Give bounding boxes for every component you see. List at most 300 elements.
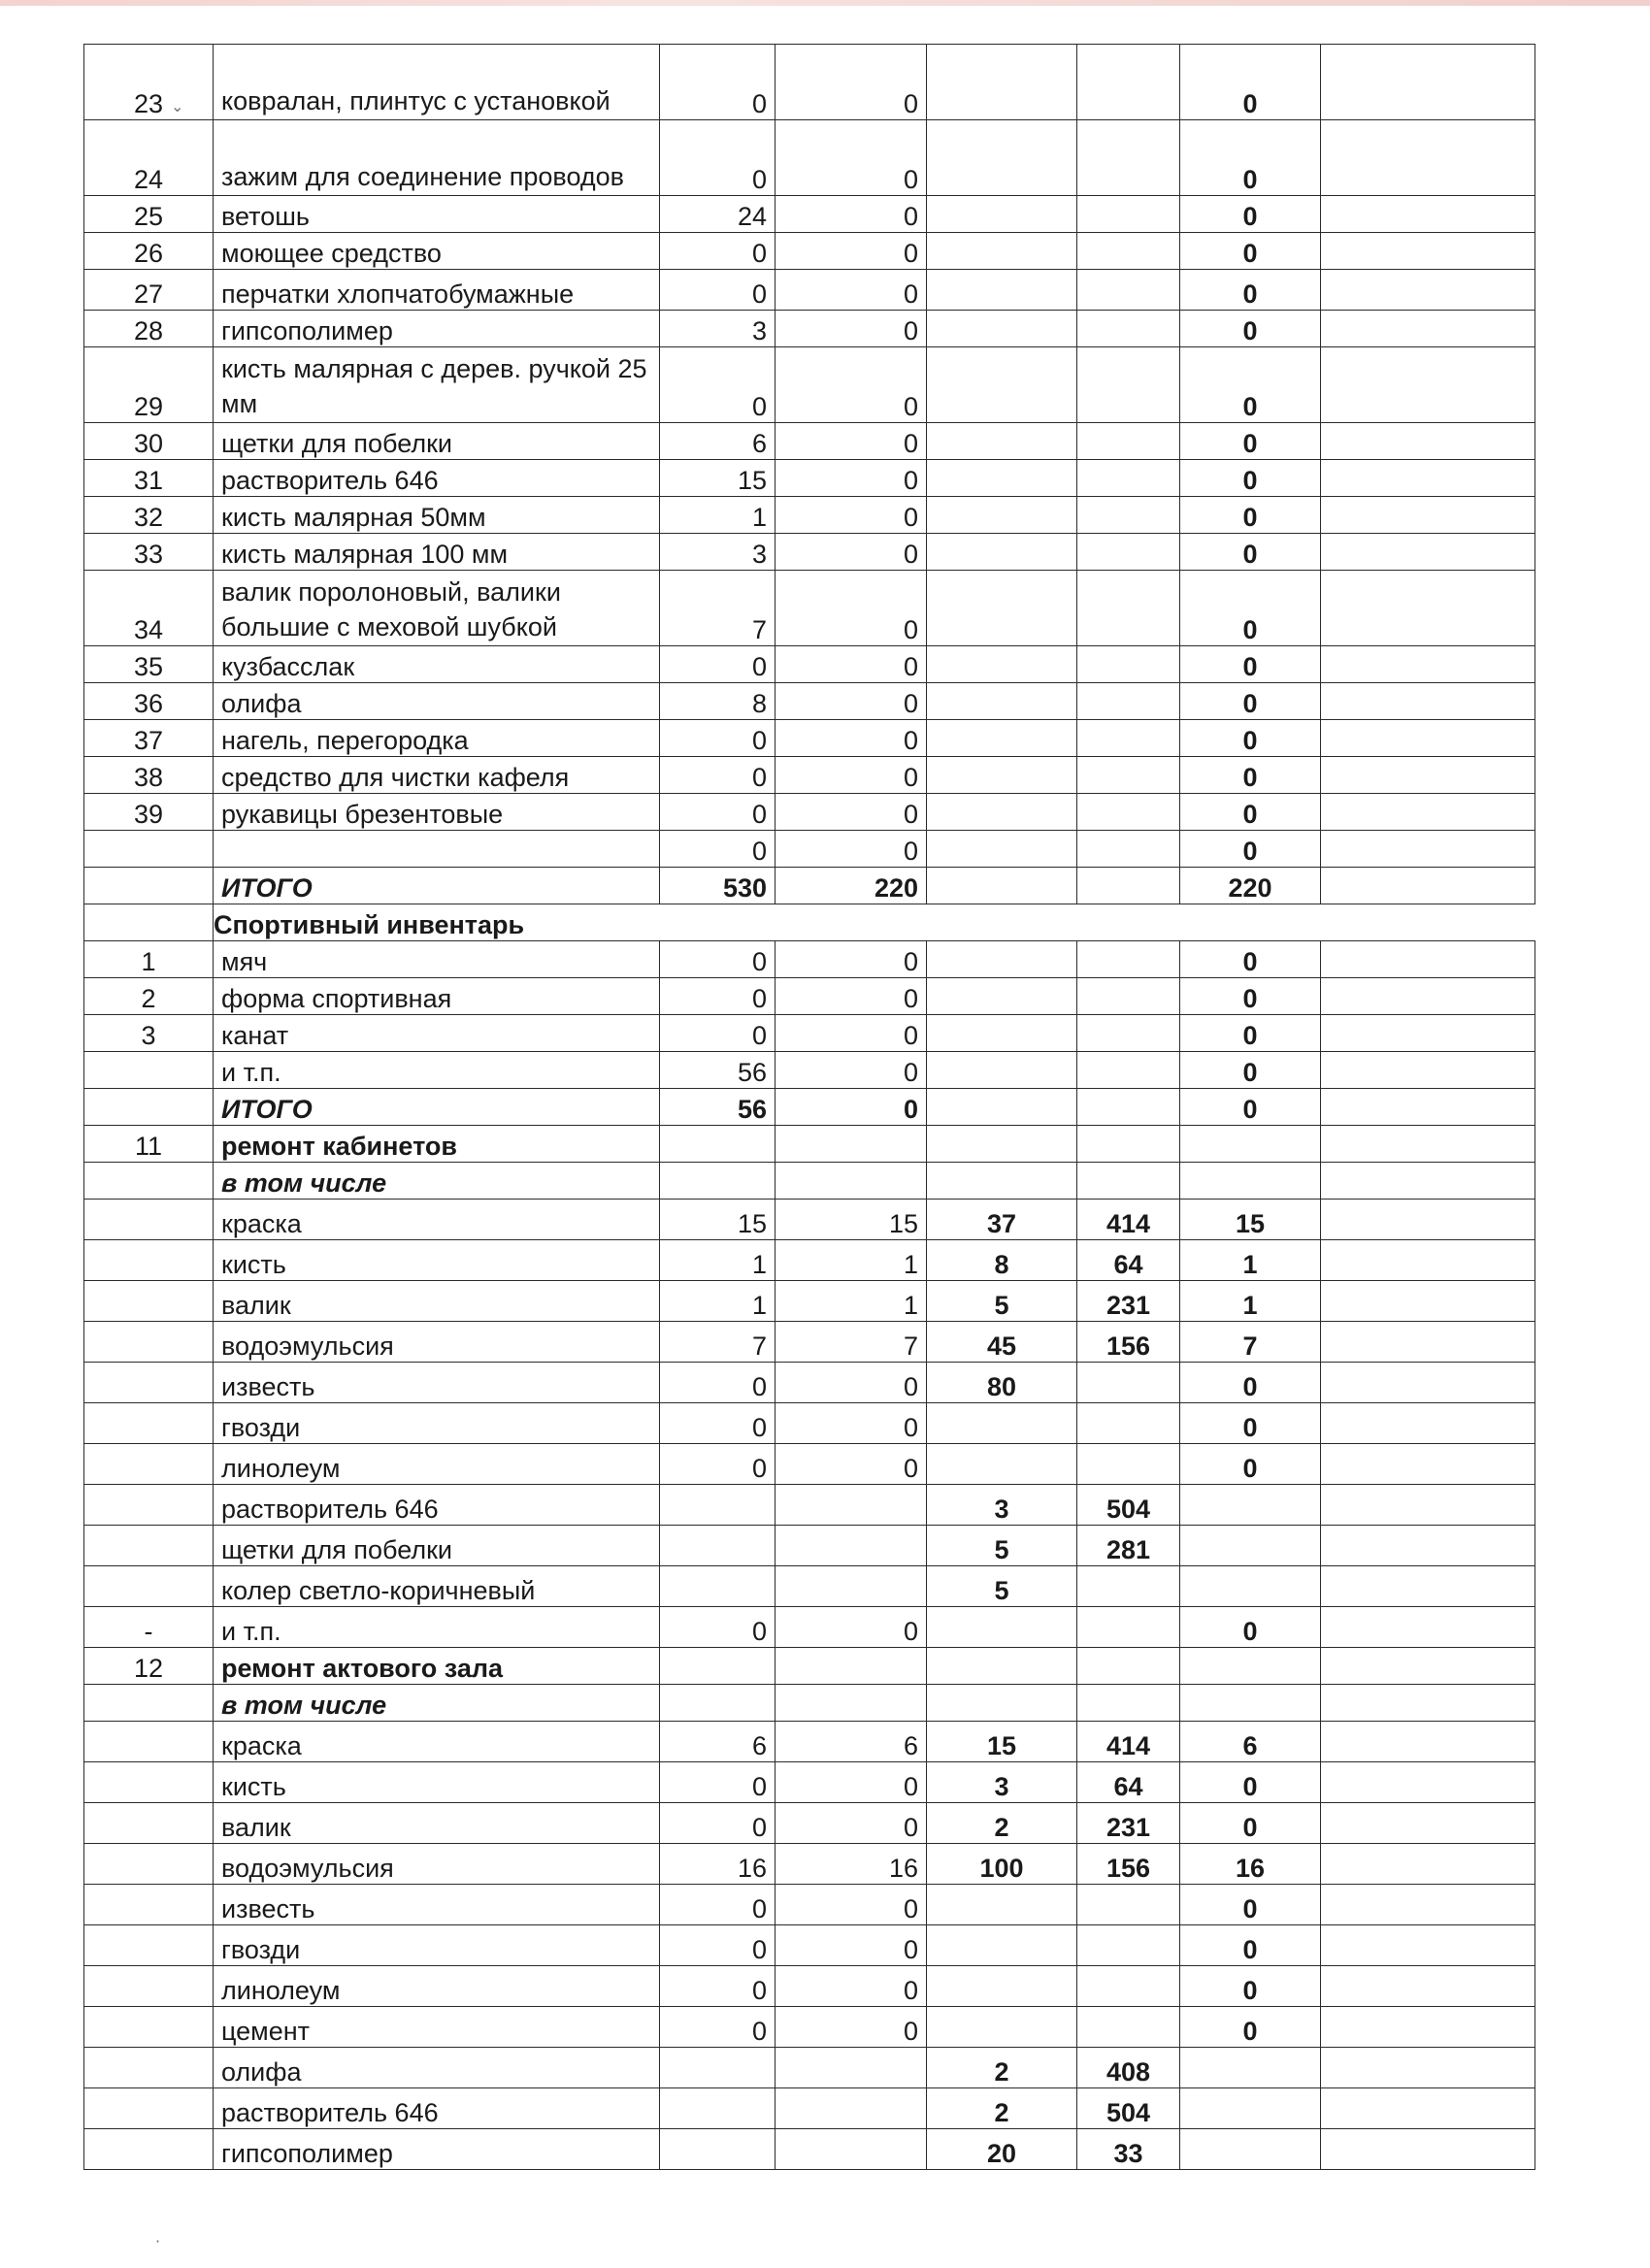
quantity-cell: 0 [776, 1363, 927, 1403]
row-number-cell: 25 [84, 196, 214, 233]
row-number-cell: - [84, 1607, 214, 1648]
row-number-cell: 34 [84, 571, 214, 646]
quantity-cell: 0 [660, 233, 776, 270]
quantity-cell: 530 [660, 868, 776, 904]
quantity-cell: 0 [1180, 1885, 1321, 1925]
table-row [84, 1925, 1535, 1966]
quantity-cell [1180, 2048, 1321, 2088]
row-number-cell [84, 1163, 214, 1200]
quantity-cell: 2 [927, 2048, 1077, 2088]
quantity-cell: 0 [660, 720, 776, 757]
table-row [84, 1052, 1535, 1089]
empty-cell [1321, 2048, 1535, 2088]
row-number-cell: 39 [84, 794, 214, 831]
quantity-cell: 5 [927, 1281, 1077, 1322]
price-cell [1077, 423, 1180, 460]
item-name-cell: кисть [214, 1240, 660, 1281]
quantity-cell [660, 1126, 776, 1163]
item-name-cell: кисть малярная 50мм [214, 497, 660, 534]
quantity-cell [1180, 1648, 1321, 1685]
empty-cell [1321, 497, 1535, 534]
item-name-cell: гвозди [214, 1925, 660, 1966]
quantity-cell: 0 [776, 757, 927, 794]
quantity-cell: 0 [660, 1363, 776, 1403]
table-row [84, 233, 1535, 270]
empty-cell [1321, 1925, 1535, 1966]
row-number-cell: 33 [84, 534, 214, 571]
quantity-cell [660, 2129, 776, 2170]
quantity-cell [927, 1885, 1077, 1925]
item-name-cell: краска [214, 1200, 660, 1240]
quantity-cell: 0 [776, 1762, 927, 1803]
quantity-cell: 0 [1180, 978, 1321, 1015]
row-number-cell: 27 [84, 270, 214, 311]
quantity-cell [1180, 1685, 1321, 1722]
price-cell [1077, 45, 1180, 120]
table-row [84, 311, 1535, 347]
table-row [84, 683, 1535, 720]
quantity-cell: 0 [1180, 1363, 1321, 1403]
quantity-cell: 0 [776, 1052, 927, 1089]
quantity-cell: 0 [660, 1015, 776, 1052]
quantity-cell: 0 [660, 1444, 776, 1485]
empty-cell [1321, 978, 1535, 1015]
quantity-cell: 15 [927, 1722, 1077, 1762]
quantity-cell: 1 [776, 1240, 927, 1281]
empty-cell [1321, 311, 1535, 347]
quantity-cell: 1 [776, 1281, 927, 1322]
quantity-cell [927, 2007, 1077, 2048]
price-cell [1077, 1885, 1180, 1925]
item-name-cell: нагель, перегородка [214, 720, 660, 757]
empty-cell [1321, 941, 1535, 978]
price-cell [1077, 497, 1180, 534]
item-name-cell: ветошь [214, 196, 660, 233]
item-name-cell: ковралан, плинтус с установкой [214, 45, 660, 120]
quantity-cell: 0 [1180, 794, 1321, 831]
quantity-cell [927, 1052, 1077, 1089]
price-cell: 281 [1077, 1526, 1180, 1566]
quantity-cell: 15 [660, 460, 776, 497]
quantity-cell: 15 [1180, 1200, 1321, 1240]
table-row [84, 794, 1535, 831]
quantity-cell: 15 [660, 1200, 776, 1240]
quantity-cell [660, 1485, 776, 1526]
empty-cell [1321, 2088, 1535, 2129]
empty-cell [1321, 270, 1535, 311]
row-number-cell: 3 [84, 1015, 214, 1052]
price-cell [1077, 1648, 1180, 1685]
table-row [84, 1485, 1535, 1526]
row-number-cell [84, 1925, 214, 1966]
price-cell [1077, 1607, 1180, 1648]
section-title-cell: Спортивный инвентарь [214, 904, 1535, 941]
quantity-cell [927, 1648, 1077, 1685]
empty-cell [1321, 1844, 1535, 1885]
table-row [84, 941, 1535, 978]
quantity-cell [660, 2048, 776, 2088]
price-cell [1077, 831, 1180, 868]
row-number-cell [84, 1762, 214, 1803]
quantity-cell: 0 [776, 497, 927, 534]
price-cell [1077, 1403, 1180, 1444]
quantity-cell: 6 [776, 1722, 927, 1762]
empty-cell [1321, 1762, 1535, 1803]
price-cell [1077, 757, 1180, 794]
table-row [84, 1240, 1535, 1281]
row-number-cell: 23 [84, 45, 214, 120]
quantity-cell: 0 [776, 831, 927, 868]
quantity-cell [927, 1403, 1077, 1444]
quantity-cell: 2 [927, 2088, 1077, 2129]
item-name-cell: щетки для побелки [214, 1526, 660, 1566]
table-row [84, 1566, 1535, 1607]
price-cell [1077, 347, 1180, 423]
item-name-cell: в том числе [214, 1163, 660, 1200]
quantity-cell [927, 311, 1077, 347]
row-number-cell: 12 [84, 1648, 214, 1685]
price-cell: 414 [1077, 1722, 1180, 1762]
price-cell [1077, 1052, 1180, 1089]
price-cell [1077, 1126, 1180, 1163]
table-row [84, 720, 1535, 757]
item-name-cell: ИТОГО [214, 1089, 660, 1126]
quantity-cell [927, 1925, 1077, 1966]
price-cell: 504 [1077, 2088, 1180, 2129]
price-cell [1077, 1966, 1180, 2007]
quantity-cell [776, 1526, 927, 1566]
price-cell [1077, 270, 1180, 311]
quantity-cell: 0 [776, 571, 927, 646]
row-number-cell [84, 1444, 214, 1485]
row-number-cell: 28 [84, 311, 214, 347]
quantity-cell: 0 [1180, 1966, 1321, 2007]
empty-cell [1321, 1566, 1535, 1607]
quantity-cell: 8 [927, 1240, 1077, 1281]
row-number-cell [84, 1722, 214, 1762]
item-name-cell: ремонт актового зала [214, 1648, 660, 1685]
quantity-cell [927, 120, 1077, 196]
row-number-cell [84, 1281, 214, 1322]
price-cell: 231 [1077, 1281, 1180, 1322]
quantity-cell: 0 [1180, 720, 1321, 757]
price-cell [1077, 2007, 1180, 2048]
item-name-cell: растворитель 646 [214, 460, 660, 497]
scan-mark: ⌄ [171, 97, 184, 115]
quantity-cell [927, 1163, 1077, 1200]
table-row [84, 1281, 1535, 1322]
row-number-cell [84, 1803, 214, 1844]
quantity-cell [927, 757, 1077, 794]
item-name-cell: канат [214, 1015, 660, 1052]
row-number-cell: 35 [84, 646, 214, 683]
table-row [84, 497, 1535, 534]
empty-cell [1321, 460, 1535, 497]
row-number-cell [84, 1240, 214, 1281]
quantity-cell [1180, 2129, 1321, 2170]
table-row [84, 1015, 1535, 1052]
price-cell [1077, 720, 1180, 757]
quantity-cell: 0 [776, 941, 927, 978]
item-name-cell: гвозди [214, 1403, 660, 1444]
quantity-cell [927, 270, 1077, 311]
quantity-cell: 0 [660, 978, 776, 1015]
row-number-cell [84, 1685, 214, 1722]
table-row [84, 1762, 1535, 1803]
empty-cell [1321, 646, 1535, 683]
row-number-cell [84, 2129, 214, 2170]
item-name-cell: средство для чистки кафеля [214, 757, 660, 794]
item-name-cell: щетки для побелки [214, 423, 660, 460]
quantity-cell: 1 [660, 497, 776, 534]
item-name-cell: кисть малярная 100 мм [214, 534, 660, 571]
empty-cell [1321, 1607, 1535, 1648]
item-name-cell: линолеум [214, 1444, 660, 1485]
price-cell [1077, 534, 1180, 571]
quantity-cell: 0 [1180, 196, 1321, 233]
quantity-cell: 0 [1180, 1762, 1321, 1803]
empty-cell [1321, 1403, 1535, 1444]
quantity-cell: 24 [660, 196, 776, 233]
quantity-cell: 0 [1180, 1925, 1321, 1966]
item-name-cell: валик [214, 1281, 660, 1322]
quantity-cell: 6 [660, 1722, 776, 1762]
quantity-cell: 7 [660, 571, 776, 646]
row-number-cell: 37 [84, 720, 214, 757]
item-name-cell: мяч [214, 941, 660, 978]
quantity-cell: 0 [776, 45, 927, 120]
empty-cell [1321, 347, 1535, 423]
quantity-cell: 0 [776, 347, 927, 423]
quantity-cell: 0 [660, 1885, 776, 1925]
table-row [84, 571, 1535, 646]
row-number-cell: 36 [84, 683, 214, 720]
quantity-cell: 3 [660, 311, 776, 347]
quantity-cell [927, 720, 1077, 757]
quantity-cell: 100 [927, 1844, 1077, 1885]
quantity-cell [776, 1485, 927, 1526]
quantity-cell: 45 [927, 1322, 1077, 1363]
price-cell [1077, 646, 1180, 683]
quantity-cell: 1 [1180, 1281, 1321, 1322]
quantity-cell: 56 [660, 1052, 776, 1089]
row-number-cell: 32 [84, 497, 214, 534]
table-row [84, 1607, 1535, 1648]
quantity-cell [927, 794, 1077, 831]
row-number-cell: 24 [84, 120, 214, 196]
quantity-cell: 3 [660, 534, 776, 571]
quantity-cell: 7 [660, 1322, 776, 1363]
price-cell [1077, 311, 1180, 347]
empty-cell [1321, 1803, 1535, 1844]
quantity-cell: 0 [1180, 1403, 1321, 1444]
quantity-cell: 0 [776, 311, 927, 347]
quantity-cell: 7 [776, 1322, 927, 1363]
quantity-cell: 1 [660, 1281, 776, 1322]
quantity-cell: 0 [776, 2007, 927, 2048]
quantity-cell: 16 [1180, 1844, 1321, 1885]
item-name-cell [214, 831, 660, 868]
item-name-cell: и т.п. [214, 1607, 660, 1648]
price-cell [1077, 1163, 1180, 1200]
quantity-cell: 0 [776, 423, 927, 460]
price-cell [1077, 683, 1180, 720]
price-cell [1077, 1685, 1180, 1722]
item-name-cell: олифа [214, 2048, 660, 2088]
quantity-cell: 0 [660, 1607, 776, 1648]
item-name-cell: ремонт кабинетов [214, 1126, 660, 1163]
table-row [84, 2007, 1535, 2048]
table-row [84, 1126, 1535, 1163]
quantity-cell: 0 [660, 1762, 776, 1803]
quantity-cell: 0 [776, 720, 927, 757]
quantity-cell [660, 1163, 776, 1200]
item-name-cell: в том числе [214, 1685, 660, 1722]
table-row [84, 1163, 1535, 1200]
item-name-cell: кисть малярная с дерев. ручкой 25 мм [214, 347, 660, 423]
price-cell [1077, 794, 1180, 831]
row-number-cell [84, 1200, 214, 1240]
quantity-cell [927, 1126, 1077, 1163]
item-name-cell: валик поролоновый, валики большие с меховой шубкой [214, 571, 660, 646]
table-row [84, 646, 1535, 683]
quantity-cell: 1 [1180, 1240, 1321, 1281]
quantity-cell [660, 2088, 776, 2129]
quantity-cell [776, 1648, 927, 1685]
table-row [84, 868, 1535, 904]
price-cell [1077, 1444, 1180, 1485]
row-number-cell: 2 [84, 978, 214, 1015]
table-row [84, 831, 1535, 868]
quantity-cell: 0 [1180, 941, 1321, 978]
empty-cell [1321, 1363, 1535, 1403]
table-row [84, 1444, 1535, 1485]
empty-cell [1321, 720, 1535, 757]
quantity-cell [776, 1163, 927, 1200]
quantity-cell [660, 1648, 776, 1685]
row-number-cell: 38 [84, 757, 214, 794]
empty-cell [1321, 1444, 1535, 1485]
quantity-cell [660, 1526, 776, 1566]
quantity-cell [1180, 1126, 1321, 1163]
price-cell: 33 [1077, 2129, 1180, 2170]
page-top-edge-mark [0, 0, 1650, 6]
quantity-cell: 0 [660, 120, 776, 196]
quantity-cell: 0 [660, 45, 776, 120]
row-number-cell [84, 2007, 214, 2048]
quantity-cell: 0 [776, 1089, 927, 1126]
empty-cell [1321, 196, 1535, 233]
quantity-cell: 0 [660, 757, 776, 794]
quantity-cell [660, 1566, 776, 1607]
quantity-cell: 7 [1180, 1322, 1321, 1363]
quantity-cell: 0 [1180, 1607, 1321, 1648]
quantity-cell: 0 [1180, 233, 1321, 270]
quantity-cell: 0 [1180, 497, 1321, 534]
empty-cell [1321, 571, 1535, 646]
quantity-cell: 0 [1180, 1803, 1321, 1844]
empty-cell [1321, 1648, 1535, 1685]
row-number-cell: 31 [84, 460, 214, 497]
table-row [84, 1803, 1535, 1844]
quantity-cell: 0 [776, 646, 927, 683]
table-row [84, 1089, 1535, 1126]
quantity-cell: 56 [660, 1089, 776, 1126]
quantity-cell: 3 [927, 1485, 1077, 1526]
table-row [84, 120, 1535, 196]
empty-cell [1321, 120, 1535, 196]
price-cell [1077, 196, 1180, 233]
quantity-cell: 2 [927, 1803, 1077, 1844]
quantity-cell: 0 [776, 1607, 927, 1648]
item-name-cell: гипсополимер [214, 2129, 660, 2170]
quantity-cell: 0 [660, 1966, 776, 2007]
quantity-cell: 0 [776, 120, 927, 196]
quantity-cell: 0 [776, 978, 927, 1015]
quantity-cell [927, 1966, 1077, 2007]
table-row [84, 347, 1535, 423]
item-name-cell: ИТОГО [214, 868, 660, 904]
row-number-cell: 1 [84, 941, 214, 978]
quantity-cell [927, 45, 1077, 120]
quantity-cell [1180, 2088, 1321, 2129]
quantity-cell: 0 [660, 2007, 776, 2048]
row-number-cell [84, 1566, 214, 1607]
quantity-cell: 0 [1180, 571, 1321, 646]
quantity-cell: 0 [776, 794, 927, 831]
price-cell: 414 [1077, 1200, 1180, 1240]
item-name-cell: известь [214, 1363, 660, 1403]
table-row [84, 534, 1535, 571]
quantity-cell: 0 [1180, 534, 1321, 571]
quantity-cell: 220 [1180, 868, 1321, 904]
price-cell [1077, 1925, 1180, 1966]
item-name-cell: краска [214, 1722, 660, 1762]
quantity-cell [927, 1444, 1077, 1485]
table-row [84, 1966, 1535, 2007]
quantity-cell: 0 [1180, 120, 1321, 196]
item-name-cell: валик [214, 1803, 660, 1844]
table-row [84, 904, 1535, 941]
row-number-cell [84, 868, 214, 904]
quantity-cell [927, 571, 1077, 646]
table-row [84, 1885, 1535, 1925]
quantity-cell [927, 868, 1077, 904]
price-cell [1077, 941, 1180, 978]
empty-cell [1321, 831, 1535, 868]
empty-cell [1321, 1966, 1535, 2007]
empty-cell [1321, 45, 1535, 120]
price-cell: 408 [1077, 2048, 1180, 2088]
quantity-cell: 0 [1180, 757, 1321, 794]
quantity-cell: 0 [660, 794, 776, 831]
empty-cell [1321, 1526, 1535, 1566]
price-cell: 156 [1077, 1844, 1180, 1885]
quantity-cell [776, 1126, 927, 1163]
quantity-cell: 0 [660, 1803, 776, 1844]
quantity-cell [927, 423, 1077, 460]
item-name-cell: растворитель 646 [214, 2088, 660, 2129]
quantity-cell: 0 [1180, 45, 1321, 120]
empty-cell [1321, 1052, 1535, 1089]
price-cell [1077, 1363, 1180, 1403]
row-number-cell [84, 1322, 214, 1363]
quantity-cell: 0 [1180, 646, 1321, 683]
price-cell: 64 [1077, 1240, 1180, 1281]
inventory-table-body [84, 45, 1535, 2170]
item-name-cell: линолеум [214, 1966, 660, 2007]
quantity-cell [927, 534, 1077, 571]
